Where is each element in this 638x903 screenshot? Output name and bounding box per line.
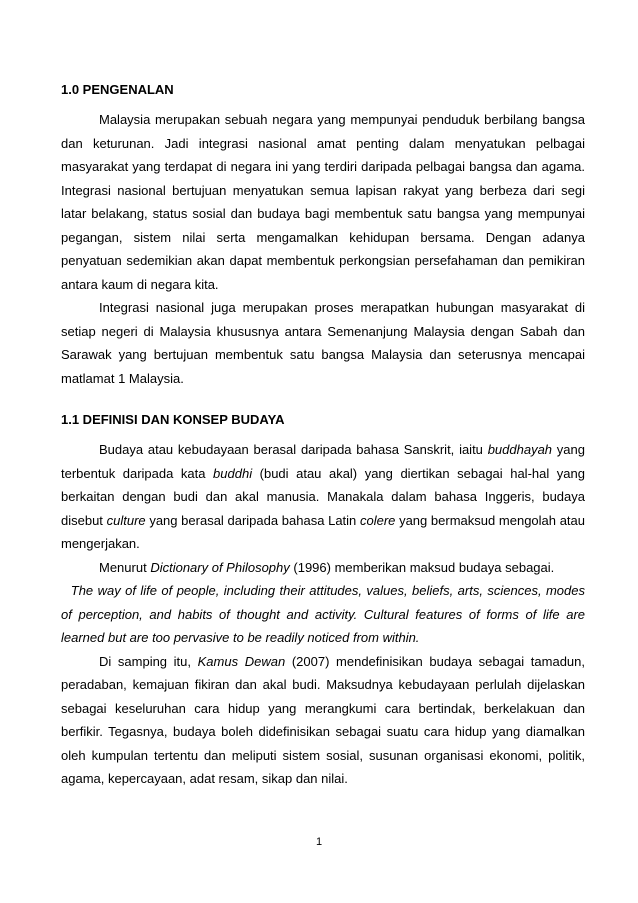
italic-quote-text: The way of life of people, including their attitudes, values, beliefs, arts, sciences, modes of perception, and habits of thought and activity. Cultural features of forms of life are learned but are too pervasive to be readily noticed from within. (61, 583, 585, 645)
italic-term-buddhi: buddhi (213, 465, 253, 481)
italic-term-buddhayah: buddhayah (487, 442, 553, 457)
text-run: yang berasal daripada bahasa Latin (145, 512, 360, 528)
text-run: (2007) mendefinisikan budaya sebagai tamadun, peradaban, kemajuan fikiran dan akal budi. Maksudnya kebudayaan perlulah dijelaskan sebagai keseluruhan cara hidup yang merangkumi cara bertindak, berkelakuan dan berfikir. Tegasnya, budaya boleh didefinisikan sebagai suatu cara hidup yang diamalkan oleh kumpulan tertentu dan meliputi sistem sosial, susunan organisasi ekonomi, politik, agama, kepercayaan, adat resam, sikap dan nilai. (61, 653, 586, 786)
text-run: yang bermaksud mengolah atau mengerjakan. (61, 512, 585, 551)
paragraph-pengenalan-1: Malaysia merupakan sebuah negara yang mempunyai penduduk berbilang bangsa dan keturunan. Jadi integrasi nasional amat penting dalam menyatukan pelbagai masyarakat yang terdapat di negara ini yang terdiri daripada pelbagai bangsa dan agama. Integrasi nasional bertujuan menyatukan semua lapisan rakyat yang berbeza dari segi latar belakang, status sosial dan budaya bagi membentuk satu bangsa yang mempunyai pegangan, sistem nilai serta mengamalkan kehidupan bersama. Dengan adanya penyatuan sedemikian akan dapat membentuk perkongsian persefahaman dan pemikiran antara kaum di negara kita. (61, 112, 585, 292)
section-heading-definisi: 1.1 DEFINISI DAN KONSEP BUDAYA (61, 412, 285, 427)
text-run: (1996) memberikan maksud budaya sebagai. (289, 559, 555, 575)
paragraph-definisi-3 (61, 650, 585, 791)
text-run: Di samping itu, (99, 653, 198, 669)
paragraph-definisi-1 (61, 438, 585, 556)
quoted-definition (61, 579, 585, 650)
page-content (61, 80, 585, 791)
text-run: Menurut (99, 559, 151, 575)
italic-term-culture: culture (106, 512, 146, 528)
text-run: (budi atau akal) yang diertikan sebagai hal-hal yang berkaitan dengan budi dan akal manusia. Manakala dalam bahasa Inggeris, budaya disebut (61, 465, 585, 528)
paragraph-pengenalan-2: Integrasi nasional juga merupakan proses merapatkan hubungan masyarakat di setiap negeri di Malaysia khususnya antara Semenanjung Malaysia dengan Sabah dan Sarawak yang bertujuan membentuk satu bangsa Malaysia dan seterusnya mencapai matlamat 1 Malaysia. (61, 300, 585, 386)
italic-title-kamus-dewan: Kamus Dewan (197, 653, 286, 669)
italic-title-dictionary-of-philosophy: Dictionary of Philosophy (150, 559, 290, 575)
paragraph-definisi-2 (61, 556, 585, 580)
italic-term-colere: colere (359, 512, 396, 528)
text-run: Budaya atau kebudayaan berasal daripada bahasa Sanskrit, iaitu (99, 442, 488, 457)
section-heading-pengenalan: 1.0 PENGENALAN (61, 82, 174, 97)
page-number: 1 (315, 836, 323, 848)
text-run: yang terbentuk daripada kata (61, 442, 585, 481)
